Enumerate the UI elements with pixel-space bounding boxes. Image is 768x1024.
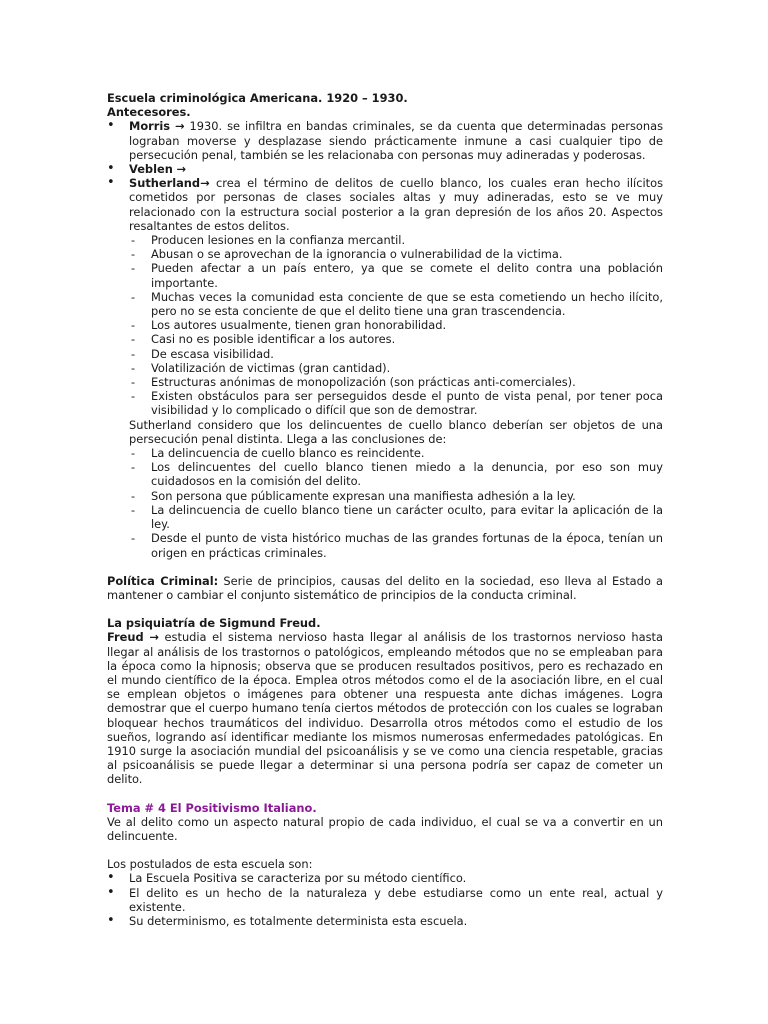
- freud-paragraph: [107, 630, 663, 786]
- postulado-item: • La Escuela Positiva se caracteriza por su método científico.: [107, 871, 663, 885]
- aspecto-item: - Pueden afectar a un país entero, ya que se comete el delito contra una población importante.: [107, 261, 663, 289]
- conclusion-intro: Sutherland considero que los delincuentes de cuello blanco deberían ser objetos de una persecución penal distinta. Llega a las conclusiones de:: [129, 417, 663, 446]
- aspecto-item: - Volatilización de victimas (gran cantidad).: [107, 361, 663, 375]
- list-item-morris: [107, 119, 663, 162]
- politica-criminal-paragraph: [107, 574, 663, 602]
- politica-text: Serie de principios, causas del delito en la sociedad, eso lleva al Estado a mantener o cambiar el conjunto sistemático de principios de la conducta criminal.: [107, 573, 663, 602]
- freud-text: estudia el sistema nervioso hasta llegar al análisis de los trastornos nervioso hasta llegar al análisis de los trastornos o patológicos, empleando métodos que no se empleaban para la época como la hipnosis; observa que se producen resultados positivos, pero es rechazado en el mundo científico de la época. Emplea otros métodos como el de la asociación libre, en el cual se emplean objetos o imágenes para obtener una respuesta ante dichas imágenes. Logra demostrar que el cuerpo humano tenía ciertos métodos de protección con los cuales se lograban bloquear hechos traumáticos del individuo. Desarrolla otros métodos como el estudio de los sueños, logrando así identificar mediante los mismos numerosas enfermedades patológicas. En 1910 surge la asociación mundial del psicoanálisis y se ve como una ciencia respetable, gracias al psicoanálisis se puede llegar a determinar si una persona podría ser capaz de cometer un delito.: [107, 630, 663, 787]
- conclusion-item: - La delincuencia de cuello blanco tiene un carácter oculto, para evitar la aplicación de la ley.: [107, 503, 663, 531]
- antecesores-heading: Antecesores.: [107, 105, 191, 120]
- conclusion-item: - Desde el punto de vista histórico muchas de las grandes fortunas de la época, tenían un origen en prácticas criminales.: [107, 531, 663, 559]
- aspecto-item: - Existen obstáculos para ser perseguidos desde el punto de vista penal, por tener poca visibilidad y lo complicado o difícil que son de demostrar.: [107, 389, 663, 417]
- morris-text: 1930. se infiltra en bandas criminales, se da cuenta que determinadas personas lograban moverse y desplazase siendo prácticamente inmune a casi cualquier tipo de persecución penal, también se les relacionaba con personas muy adineradas y poderosas.: [129, 119, 663, 162]
- spacer: [107, 602, 663, 616]
- sutherland-text: crea el término de delitos de cuello blanco, los cuales eran hecho ilícitos cometidos por personas de clases sociales altas y muy adineradas, esto se ve muy relacionado con la estructura social posterior a la gran depresión de los años 20. Aspectos resaltantes de estos delitos.: [129, 176, 664, 233]
- section-title: Escuela criminológica Americana. 1920 – 1930.: [107, 91, 408, 105]
- postulado-item: • Su determinismo, es totalmente determinista esta escuela.: [107, 914, 663, 928]
- arrow-right-icon: →: [200, 176, 210, 191]
- spacer: [107, 787, 663, 801]
- spacer: [107, 843, 663, 857]
- aspecto-item: - Producen lesiones en la confianza mercantil.: [107, 233, 663, 247]
- politica-label: Política Criminal:: [107, 573, 219, 588]
- list-item-sutherland: [107, 176, 663, 233]
- conclusion-item: - Los delincuentes del cuello blanco tienen miedo a la denuncia, por eso son muy cuidadosos en la comisión del delito.: [107, 460, 663, 488]
- postulados-intro: Los postulados de esta escuela son:: [107, 857, 313, 872]
- arrow-right-icon: →: [175, 119, 185, 134]
- aspecto-item: - Casi no es posible identificar a los autores.: [107, 332, 663, 346]
- aspecto-item: - De escasa visibilidad.: [107, 347, 663, 361]
- veblen-name: Veblen: [129, 162, 173, 177]
- morris-name: Morris: [129, 119, 171, 134]
- aspecto-item: - Estructuras anónimas de monopolización (son prácticas anti-comerciales).: [107, 375, 663, 389]
- spacer: [107, 560, 663, 574]
- aspecto-item: - Abusan o se aprovechan de la ignorancia o vulnerabilidad de la victima.: [107, 247, 663, 261]
- postulado-item: • El delito es un hecho de la naturaleza y debe estudiarse como un ente real, actual y existente.: [107, 886, 663, 914]
- freud-name: Freud: [107, 630, 144, 645]
- document-page: [107, 91, 663, 928]
- arrow-right-icon: →: [176, 162, 186, 177]
- arrow-right-icon: →: [149, 630, 159, 645]
- tema4-text: Ve al delito como un aspecto natural propio de cada individuo, el cual se va a convertir en un delincuente.: [107, 814, 663, 843]
- conclusion-item: - La delincuencia de cuello blanco es reincidente.: [107, 446, 663, 460]
- tema4-title: Tema # 4 El Positivismo Italiano.: [107, 800, 317, 815]
- list-item-veblen: [107, 162, 663, 176]
- conclusion-item: - Son persona que públicamente expresan una manifiesta adhesión a la ley.: [107, 489, 663, 503]
- freud-title: La psiquiatría de Sigmund Freud.: [107, 616, 321, 631]
- aspecto-item: - Los autores usualmente, tienen gran honorabilidad.: [107, 318, 663, 332]
- sutherland-name: Sutherland: [129, 176, 201, 191]
- aspecto-item: - Muchas veces la comunidad esta conciente de que se esta cometiendo un hecho ilícito, pero no se esta conciente de que el delito tiene una gran trascendencia.: [107, 290, 663, 318]
